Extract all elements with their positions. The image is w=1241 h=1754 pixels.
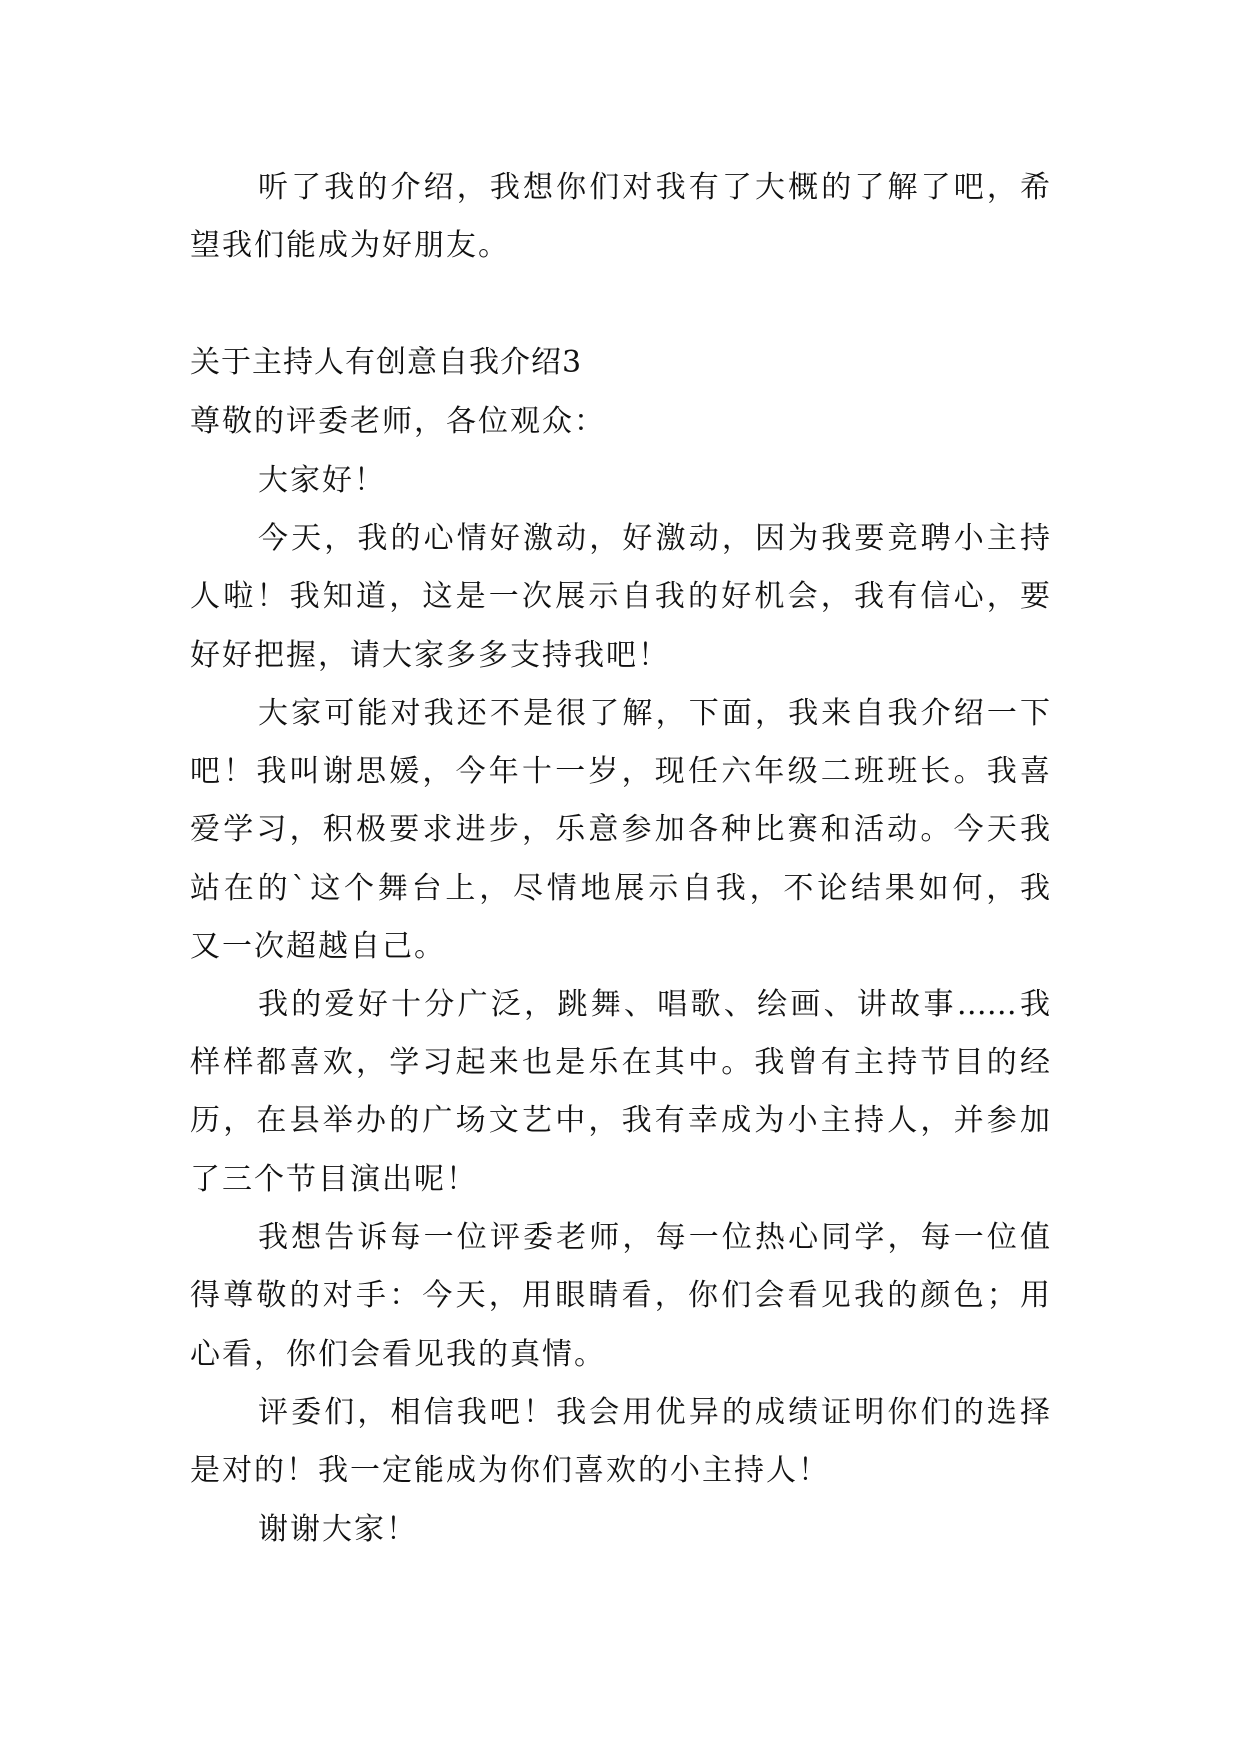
salutation: 尊敬的评委老师，各位观众： — [190, 404, 606, 439]
paragraph-line: 历，在县举办的广场文艺中，我有幸成为小主持人，并参加 — [190, 1103, 1050, 1138]
paragraph-line: 得尊敬的对手：今天，用眼睛看，你们会看见我的颜色；用 — [190, 1278, 1050, 1313]
paragraph-line: 了三个节目演出呢！ — [190, 1162, 478, 1197]
paragraph-line: 大家可能对我还不是很了解，下面，我来自我介绍一下 — [258, 696, 1050, 731]
paragraph-line: 是对的！我一定能成为你们喜欢的小主持人！ — [190, 1453, 830, 1488]
paragraph-line: 望我们能成为好朋友。 — [190, 228, 510, 263]
paragraph-line: 听了我的介绍，我想你们对我有了大概的了解了吧，希 — [258, 170, 1050, 205]
paragraph-line: 站在的`这个舞台上，尽情地展示自我，不论结果如何，我 — [190, 871, 1050, 906]
paragraph-line: 心看，你们会看见我的真情。 — [190, 1337, 606, 1372]
greeting: 大家好！ — [258, 463, 386, 498]
paragraph-line: 吧！我叫谢思媛，今年十一岁，现任六年级二班班长。我喜 — [190, 754, 1050, 789]
section-title: 关于主持人有创意自我介绍3 — [190, 345, 583, 380]
paragraph-line: 今天，我的心情好激动，好激动，因为我要竞聘小主持 — [258, 521, 1050, 556]
paragraph-line: 又一次超越自己。 — [190, 929, 446, 964]
paragraph-line: 好好把握，请大家多多支持我吧！ — [190, 638, 670, 673]
paragraph-line: 样样都喜欢，学习起来也是乐在其中。我曾有主持节目的经 — [190, 1045, 1050, 1080]
paragraph-line: 评委们，相信我吧！我会用优异的成绩证明你们的选择 — [258, 1395, 1050, 1430]
paragraph-line: 我的爱好十分广泛，跳舞、唱歌、绘画、讲故事……我 — [258, 987, 1050, 1022]
paragraph-line: 人啦！我知道，这是一次展示自我的好机会，我有信心，要 — [190, 579, 1050, 614]
paragraph-line: 爱学习，积极要求进步，乐意参加各种比赛和活动。今天我 — [190, 812, 1050, 847]
closing: 谢谢大家！ — [258, 1512, 418, 1547]
paragraph-line: 我想告诉每一位评委老师，每一位热心同学，每一位值 — [258, 1220, 1050, 1255]
